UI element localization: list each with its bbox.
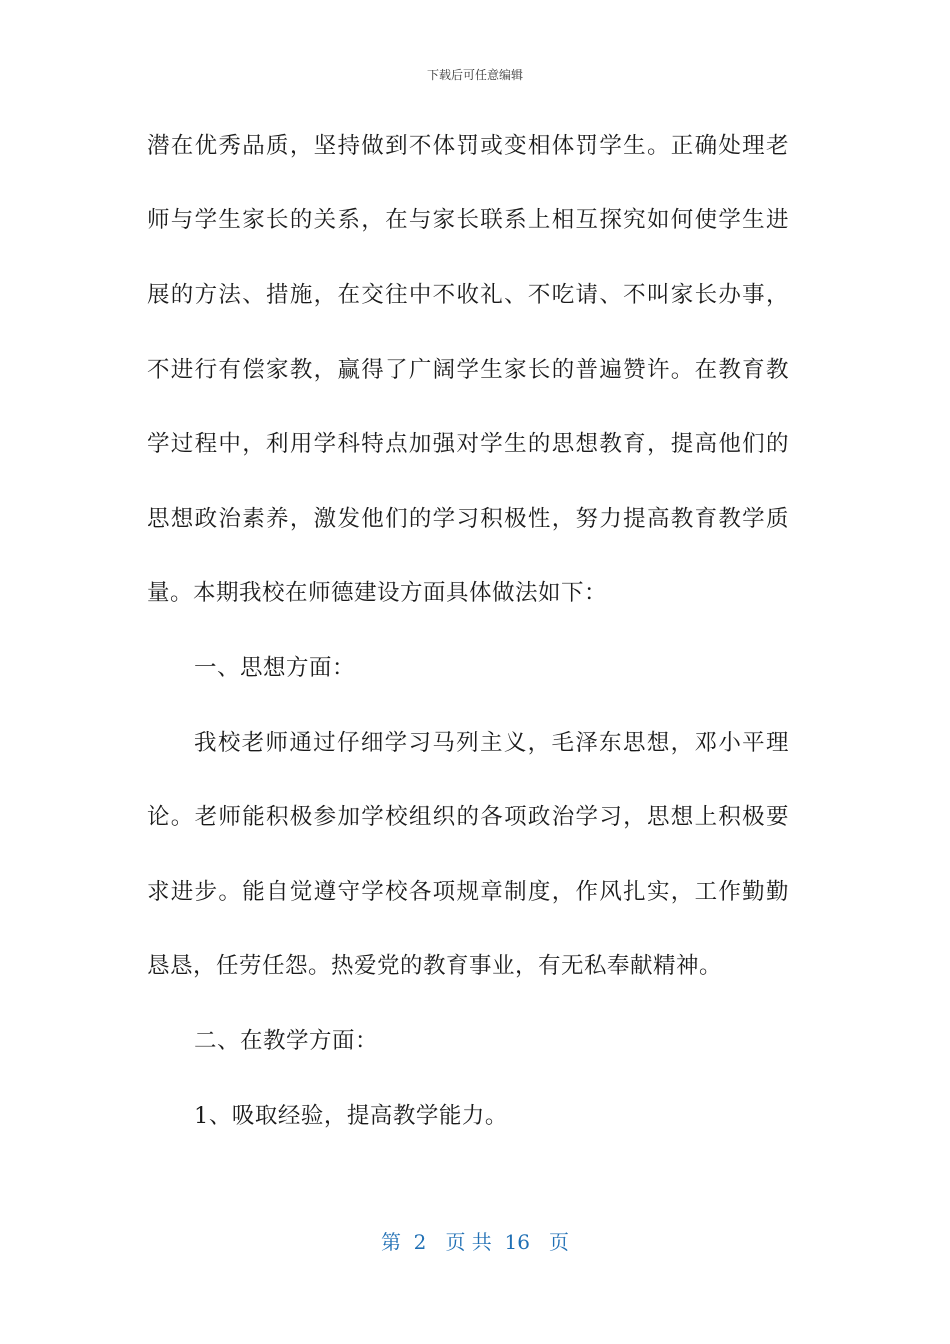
download-note: 下载后可任意编辑 [426,68,523,82]
paragraph-line: 学过程中，利用学科特点加强对学生的思想教育，提高他们的 [147,431,789,457]
paragraph-line: 展的方法、措施，在交往中不收礼、不吃请、不叫家长办事， [147,282,789,308]
paragraph-line: 我校老师通过仔细学习马列主义，毛泽东思想，邓小平理 [194,730,789,756]
section-heading: 一、思想方面： [194,655,356,681]
section-heading: 二、在教学方面： [194,1028,379,1054]
subsection-heading: 1、吸取经验，提高教学能力。 [194,1103,508,1129]
paragraph-line: 不进行有偿家教，赢得了广阔学生家长的普遍赞许。在教育教 [147,357,789,383]
paragraph-line: 思想政治素养，激发他们的学习积极性，努力提高教育教学质 [147,506,789,532]
paragraph-line: 恳恳，任劳任怨。热爱党的教育事业，有无私奉献精神。 [147,953,723,979]
paragraph-line: 量。本期我校在师德建设方面具体做法如下： [147,580,608,606]
paragraph-line: 论。老师能积极参加学校组织的各项政治学习，思想上积极要 [147,804,789,830]
page-number-footer: 第 2 页 共 16 页 [380,1230,570,1254]
paragraph-line: 求进步。能自觉遵守学校各项规章制度，作风扎实，工作勤勤 [147,879,789,905]
paragraph-line: 潜在优秀品质，坚持做到不体罚或变相体罚学生。正确处理老 [147,133,789,159]
paragraph-line: 师与学生家长的关系，在与家长联系上相互探究如何使学生进 [147,207,789,233]
